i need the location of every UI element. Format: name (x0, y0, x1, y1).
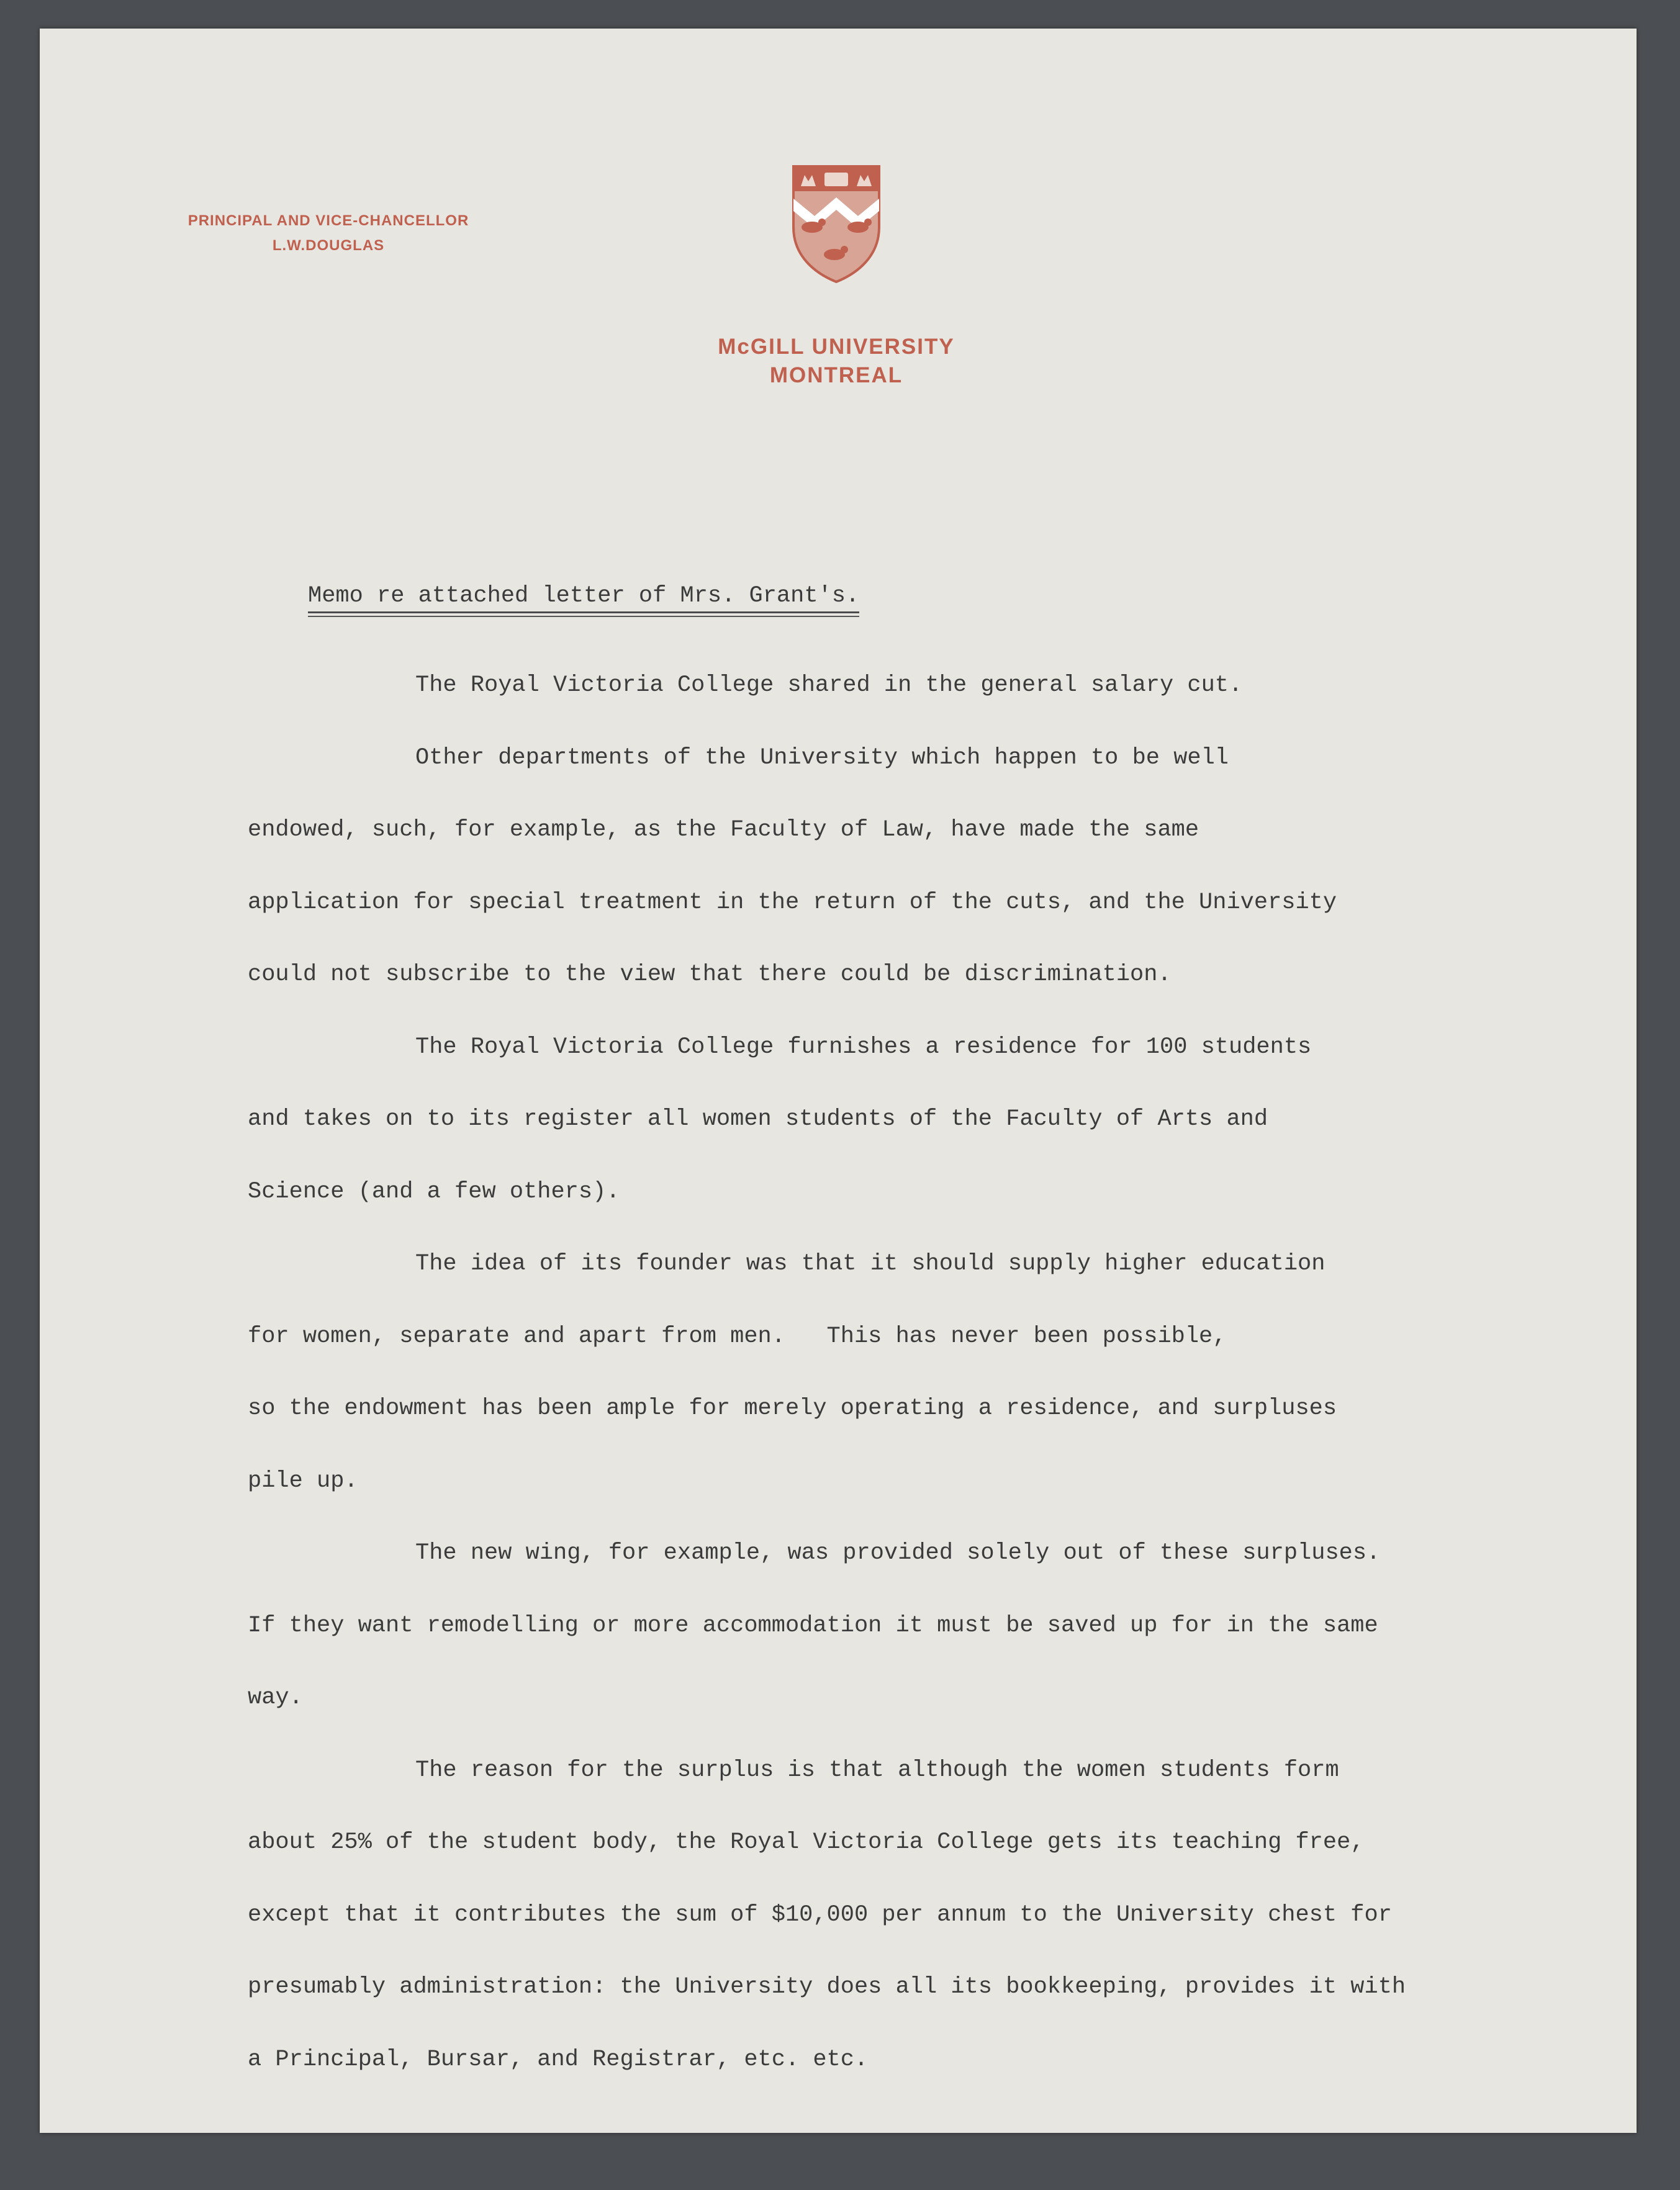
university-city: MONTREAL (769, 363, 903, 387)
memo-line: The Royal Victoria College furnishes a residence for 100 students (415, 1034, 1312, 1060)
memo-line: a Principal, Bursar, and Registrar, etc. etc. (248, 2046, 869, 2073)
memo-line: The new wing, for example, was provided solely out of these surpluses. (415, 1540, 1381, 1566)
memo-line: about 25% of the student body, the Royal Victoria College gets its teaching free, (248, 1829, 1365, 1855)
memo-line: except that it contributes the sum of $10,000 per annum to the University chest for (248, 1901, 1392, 1928)
memo-line: The Royal Victoria College shared in the general salary cut. (415, 672, 1243, 698)
memo-line: The reason for the surplus is that although the women students form (415, 1757, 1339, 1783)
memo-line: Other departments of the University which happen to be well (415, 744, 1229, 771)
memo-line: endowed, such, for example, as the Faculty of Law, have made the same (248, 817, 1199, 843)
memo-line: application for special treatment in the return of the cuts, and the University (248, 889, 1337, 916)
memo-line: The idea of its founder was that it should supply higher education (415, 1251, 1325, 1277)
letter-page (40, 29, 1637, 2133)
memo-body (248, 649, 1614, 2096)
university-name (697, 333, 976, 390)
memo-line: so the endowment has been ample for merely operating a residence, and surpluses (248, 1395, 1337, 1422)
memo-title: Memo re attached letter of Mrs. Grant's. (308, 583, 859, 613)
memo-line: and takes on to its register all women students of the Faculty of Arts and (248, 1106, 1268, 1132)
memo-line: could not subscribe to the view that there could be discrimination. (248, 962, 1172, 988)
memo-line: Science (and a few others). (248, 1178, 620, 1205)
memo-line: presumably administration: the University does all its bookkeeping, provides it with (248, 1974, 1406, 2000)
office-holder: L.W.DOUGLAS (272, 237, 385, 254)
memo-line: for women, separate and apart from men. This has never been possible, (248, 1323, 1227, 1350)
memo-line: pile up. (248, 1467, 358, 1494)
memo-line: way. (248, 1685, 303, 1711)
memo-line: If they want remodelling or more accommodation it must be saved up for in the same (248, 1612, 1378, 1639)
university-title: McGILL UNIVERSITY (718, 335, 955, 359)
mcgill-crest-icon (790, 163, 883, 284)
office-title: PRINCIPAL AND VICE-CHANCELLOR (187, 212, 469, 229)
office-heading (161, 209, 496, 258)
